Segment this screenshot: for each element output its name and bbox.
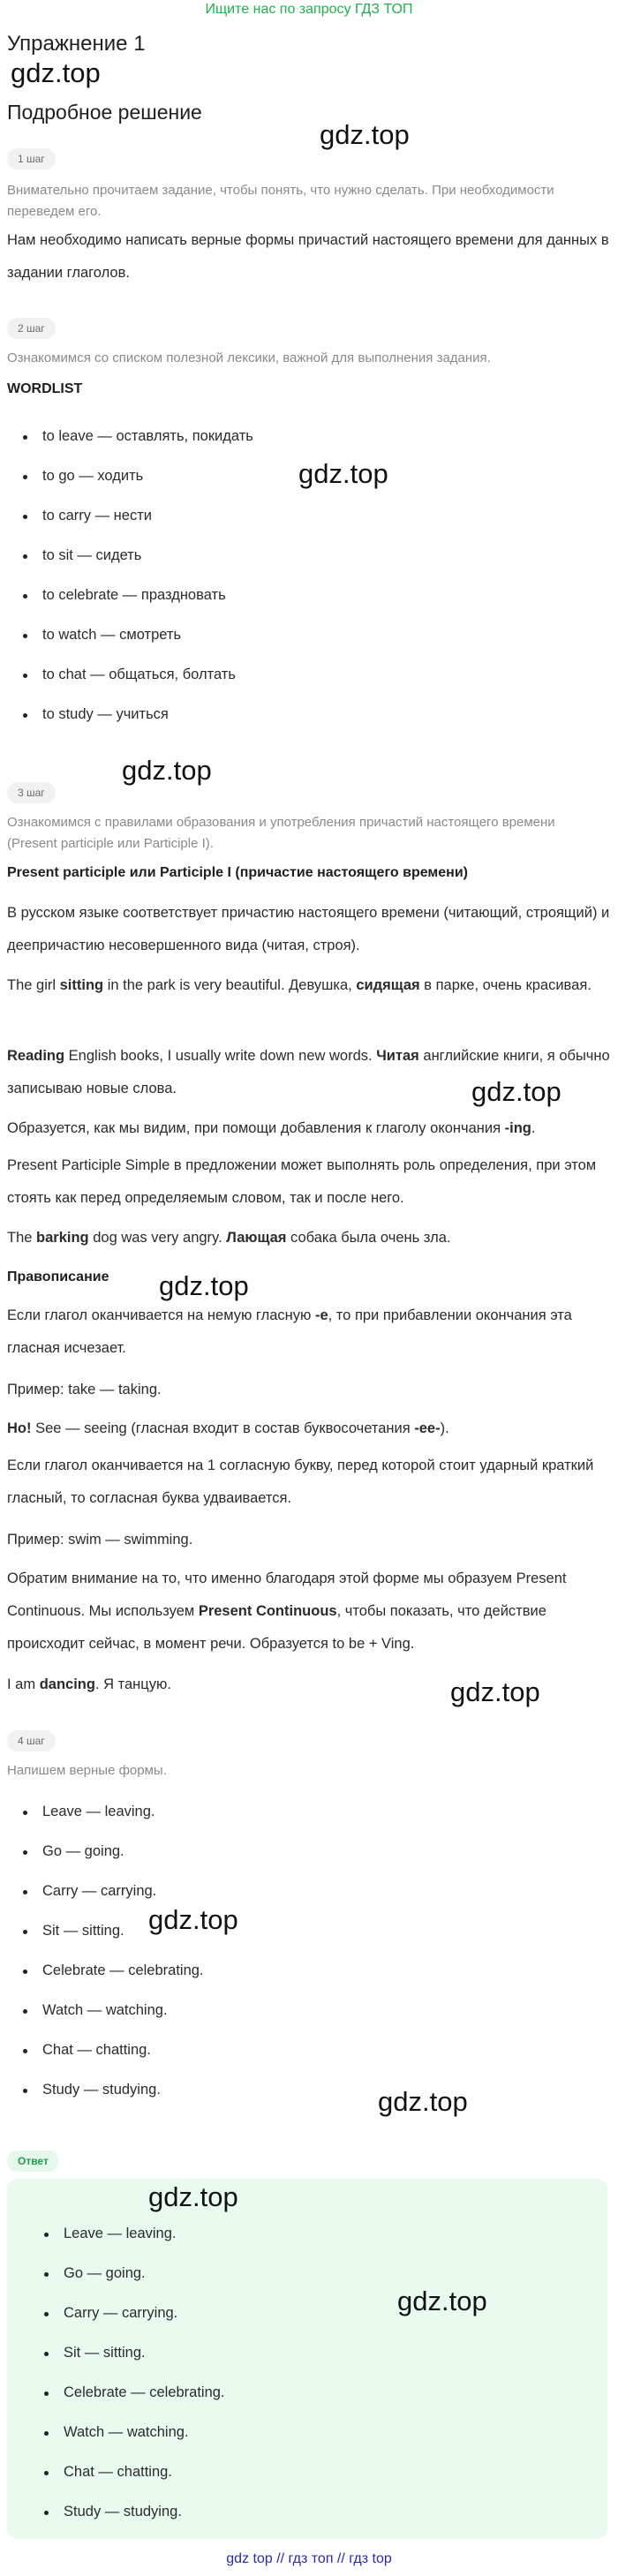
- watermark: gdz.top: [471, 1076, 561, 1107]
- bullet-icon: [44, 2431, 49, 2436]
- step-hint: Внимательно прочитаем задание, чтобы понять, что нужно сделать. При необходимости переведем его.: [7, 183, 554, 219]
- list-item: to chat — общаться, болтать: [14, 655, 253, 695]
- bullet-icon: [44, 2511, 49, 2515]
- rule-paragraph: Обратим внимание на то, что именно благодаря этой форме мы образуем Present Continuous. Мы используем Present Continuous, чтобы показать, что действие происходит сейчас, в момент речи. Образуется to be + Ving.: [7, 1570, 567, 1652]
- step-badge: 3 шаг: [7, 782, 56, 803]
- bullet-icon: [44, 2272, 49, 2277]
- rule-paragraph: Present Participle Simple в предложении может выполнять роль определения, при этом стоять как перед определяемым словом, так и после него.: [7, 1157, 597, 1206]
- list-item: Celebrate — celebrating.: [35, 2373, 225, 2413]
- wordlist-heading: WORDLIST: [7, 381, 83, 396]
- watermark: gdz.top: [378, 2086, 468, 2117]
- watermark: gdz.top: [122, 755, 212, 786]
- list-item: Leave — leaving.: [14, 1792, 204, 1832]
- watermark: gdz.top: [148, 2181, 238, 2212]
- step-badge: 1 шаг: [7, 148, 56, 169]
- example-paragraph: I am dancing. Я танцую.: [7, 1676, 171, 1692]
- watermark: gdz.top: [397, 2286, 487, 2316]
- step-hint: Напишем верные формы.: [7, 1763, 167, 1778]
- list-item: Study — studying.: [35, 2492, 225, 2532]
- list-item: Sit — sitting.: [14, 1911, 204, 1951]
- bullet-icon: [44, 2352, 49, 2356]
- bullet-icon: [44, 2312, 49, 2316]
- wordlist: [14, 417, 253, 734]
- search-hint-link[interactable]: Ищите нас по запросу ГДЗ ТОП: [205, 2, 413, 17]
- example-paragraph: Но! See — seeing (гласная входит в состав буквосочетания -ee-).: [7, 1420, 449, 1436]
- bullet-icon: [23, 435, 27, 440]
- bullet-icon: [23, 2009, 27, 2014]
- bullet-icon: [23, 1890, 27, 1894]
- answer-list: [14, 1792, 204, 2110]
- list-item: Celebrate — celebrating.: [14, 1951, 204, 1991]
- step-hint: Ознакомимся со списком полезной лексики, важной для выполнения задания.: [7, 350, 491, 365]
- example-paragraph: Reading English books, I usually write down new words. Читая английские книги, я обычно записываю новые слова.: [7, 1048, 610, 1096]
- list-item: Go — going.: [14, 1832, 204, 1872]
- example-paragraph: Пример: swim — swimming.: [7, 1532, 193, 1548]
- step-badge: 4 шаг: [7, 1730, 56, 1751]
- list-item: Go — going.: [35, 2254, 225, 2294]
- list-item: Carry — carrying.: [35, 2294, 225, 2333]
- spelling-heading: Правописание: [7, 1269, 109, 1284]
- watermark: gdz.top: [148, 1904, 238, 1935]
- rule-paragraph: Если глагол оканчивается на 1 согласную букву, перед которой стоит ударный краткий гласный, то согласная буква удваивается.: [7, 1457, 594, 1506]
- bullet-icon: [23, 1930, 27, 1934]
- page-title: Упражнение 1: [7, 32, 146, 56]
- watermark: gdz.top: [298, 458, 388, 489]
- list-item: Study — studying.: [14, 2070, 204, 2110]
- example-paragraph: Пример: take — taking.: [7, 1382, 162, 1397]
- step-hint: Ознакомимся с правилами образования и употребления причастий настоящего времени (Present participle или Participle I).: [7, 815, 555, 851]
- bullet-icon: [23, 1970, 27, 1974]
- list-item: Carry — carrying.: [14, 1872, 204, 1911]
- list-item: Watch — watching.: [35, 2413, 225, 2452]
- bullet-icon: [44, 2233, 49, 2237]
- bullet-icon: [23, 554, 27, 559]
- list-item: to celebrate — праздновать: [14, 576, 253, 615]
- list-item: to leave — оставлять, покидать: [14, 417, 253, 456]
- list-item: to sit — сидеть: [14, 536, 253, 576]
- rule-paragraph: Если глагол оканчивается на немую гласную -e, то при прибавлении окончания эта гласная исчезает.: [7, 1307, 572, 1356]
- list-item: Chat — chatting.: [14, 2030, 204, 2070]
- bullet-icon: [23, 634, 27, 638]
- bullet-icon: [23, 475, 27, 479]
- example-paragraph: The girl sitting in the park is very beautiful. Девушка, сидящая в парке, очень красивая.: [7, 977, 592, 993]
- section-title: Подробное решение: [7, 101, 202, 124]
- bullet-icon: [44, 2471, 49, 2475]
- list-item: to study — учиться: [14, 695, 253, 734]
- watermark: gdz.top: [159, 1270, 249, 1301]
- example-paragraph: The barking dog was very angry. Лающая собака была очень зла.: [7, 1230, 451, 1246]
- bullet-icon: [23, 515, 27, 519]
- list-item: Sit — sitting.: [35, 2333, 225, 2373]
- bullet-icon: [23, 1850, 27, 1855]
- list-item: Leave — leaving.: [35, 2214, 225, 2254]
- footer-links[interactable]: gdz top // гдз топ // гдз top: [226, 2551, 392, 2566]
- bullet-icon: [23, 2089, 27, 2093]
- bullet-icon: [44, 2391, 49, 2396]
- rule-heading: Present participle или Participle I (причастие настоящего времени): [7, 865, 468, 880]
- answer-badge: Ответ: [7, 2150, 59, 2172]
- bullet-icon: [23, 713, 27, 718]
- watermark: gdz.top: [450, 1676, 540, 1707]
- watermark: gdz.top: [320, 119, 410, 150]
- step-text: Нам необходимо написать верные формы причастий настоящего времени для данных в задании глаголов.: [7, 232, 609, 281]
- list-item: to go — ходить: [14, 456, 253, 496]
- bullet-icon: [23, 1811, 27, 1815]
- rule-paragraph: В русском языке соответствует причастию настоящего времени (читающий, строящий) и деепричастию несовершенного вида (читая, строя).: [7, 905, 610, 953]
- bullet-icon: [23, 594, 27, 599]
- rule-paragraph: Образуется, как мы видим, при помощи добавления к глаголу окончания -ing.: [7, 1120, 536, 1136]
- list-item: Chat — chatting.: [35, 2452, 225, 2492]
- answer-list: [35, 2214, 225, 2532]
- bullet-icon: [23, 674, 27, 678]
- list-item: to watch — смотреть: [14, 615, 253, 655]
- bullet-icon: [23, 2049, 27, 2053]
- step-badge: 2 шаг: [7, 318, 56, 339]
- watermark: gdz.top: [11, 57, 101, 88]
- list-item: to carry — нести: [14, 496, 253, 536]
- list-item: Watch — watching.: [14, 1991, 204, 2030]
